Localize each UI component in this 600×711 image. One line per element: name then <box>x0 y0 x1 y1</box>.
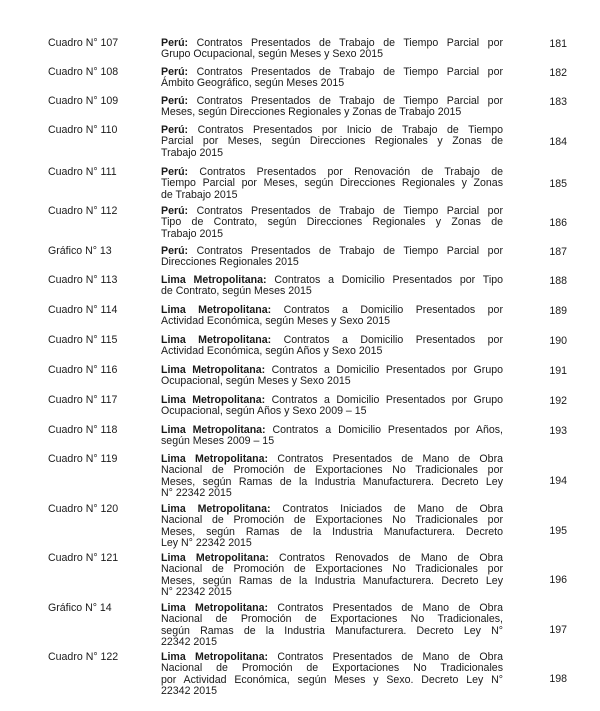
entry-label: Cuadro N° 112 <box>48 205 118 217</box>
description-text: Contratos Presentados de Mano de Obra <box>268 651 503 663</box>
entry-label: Cuadro N° 110 <box>48 124 118 136</box>
description-text: Contratos Presentados por Renovación de Trabajo de <box>188 166 503 178</box>
entry-label: Cuadro N° 118 <box>48 424 118 436</box>
description-line <box>161 107 503 118</box>
entry-label: Cuadro N° 108 <box>48 66 119 78</box>
description-text: 22342 2015 <box>161 685 217 698</box>
description-text: Contratos Renovados de Mano de Obra <box>268 552 503 564</box>
entry-region: Perú: <box>161 205 189 217</box>
description-text: Grupo Ocupacional, según Meses y Sexo 2015 <box>161 48 384 61</box>
entry-region: Lima Metropolitana: <box>161 424 266 436</box>
description-line <box>161 78 503 89</box>
entry-region: Lima Metropolitana: <box>161 651 269 663</box>
entry-description <box>161 454 503 500</box>
entry-region: Lima Metropolitana: <box>161 453 269 465</box>
description-text: Ámbito Geográfico, según Meses 2015 <box>161 77 345 90</box>
page-number: 188 <box>549 275 567 287</box>
page-number: 194 <box>549 475 567 487</box>
description-text: Ley N° 22342 2015 <box>161 537 252 550</box>
entry-label: Cuadro N° 121 <box>48 552 119 564</box>
entry-region: Lima Metropolitana: <box>161 602 269 614</box>
description-line <box>161 587 503 598</box>
page-number: 184 <box>549 136 567 148</box>
description-line <box>161 488 503 499</box>
entry-label: Cuadro N° 117 <box>48 394 118 406</box>
entry-label: Cuadro N° 107 <box>48 37 119 49</box>
description-text: Meses, según Ramas de la Industria Manufacturera. Decreto <box>161 525 503 538</box>
page-number: 187 <box>549 246 567 258</box>
description-text: Trabajo 2015 <box>161 146 224 159</box>
entry-description <box>161 603 503 649</box>
description-line <box>161 406 503 417</box>
entry-region: Lima Metropolitana: <box>161 394 266 406</box>
page-number: 190 <box>549 335 567 347</box>
page-number: 189 <box>549 305 567 317</box>
entry-description <box>161 395 503 418</box>
entry-region: Perú: <box>161 245 189 257</box>
entry-region: Perú: <box>161 66 189 78</box>
description-text: por Actividad Económica, según Meses y Sexo. Decreto Ley N° <box>161 673 503 686</box>
entry-label: Cuadro N° 109 <box>48 95 119 107</box>
description-line <box>161 229 503 240</box>
description-line <box>161 190 503 201</box>
description-text: Nacional de Promoción de Exportaciones No Tradicionales por <box>161 464 503 477</box>
description-line <box>161 538 503 549</box>
entry-region: Lima Metropolitana: <box>161 274 267 286</box>
page-number: 183 <box>549 96 567 108</box>
entry-label: Cuadro N° 122 <box>48 651 119 663</box>
description-text: Nacional de Promoción de Exportaciones No Tradicionales por <box>161 514 503 527</box>
entry-region: Lima Metropolitana: <box>161 552 269 564</box>
entry-description <box>161 335 503 358</box>
entry-description <box>161 67 503 90</box>
description-line <box>161 316 503 327</box>
description-text: Contratos a Domicilio Presentados por <box>271 334 503 346</box>
description-text: Ocupacional, según Meses y Sexo 2015 <box>161 375 351 388</box>
entry-region: Lima Metropolitana: <box>161 503 271 515</box>
description-text: de Contrato, según Meses 2015 <box>161 285 312 298</box>
entry-region: Perú: <box>161 37 189 49</box>
entry-region: Perú: <box>161 166 189 178</box>
entry-label: Gráfico N° 13 <box>48 245 112 257</box>
description-line <box>161 637 503 648</box>
entry-label: Cuadro N° 119 <box>48 453 118 465</box>
description-line <box>161 286 503 297</box>
description-line <box>161 436 503 447</box>
entry-region: Perú: <box>161 95 189 107</box>
entry-description <box>161 365 503 388</box>
description-line <box>161 376 503 387</box>
entry-label: Cuadro N° 116 <box>48 364 118 376</box>
entry-label: Cuadro N° 111 <box>48 166 117 178</box>
entry-region: Lima Metropolitana: <box>161 334 272 346</box>
description-text: Contratos Presentados de Trabajo de Tiempo Parcial por <box>188 66 503 78</box>
description-text: Tipo de Contrato, según Direcciones Regionales y Zonas de <box>161 216 503 229</box>
entry-description <box>161 305 503 328</box>
description-text: Contratos a Domicilio Presentados por Grupo <box>265 394 503 406</box>
description-text: Actividad Económica, según Años y Sexo 2015 <box>161 345 383 358</box>
description-text: Meses, según Ramas de la Industria Manufacturera. Decreto Ley <box>161 574 503 587</box>
description-line <box>161 49 503 60</box>
description-text: según Ramas de la Industria Manufacturera. Decreto Ley N° <box>161 624 503 637</box>
entry-description <box>161 504 503 550</box>
page-number: 182 <box>549 67 567 79</box>
entry-description <box>161 206 503 240</box>
entry-label: Cuadro N° 115 <box>48 334 118 346</box>
description-line <box>161 257 503 268</box>
description-text: Contratos Presentados de Trabajo de Tiempo Parcial por <box>188 95 503 107</box>
page-number: 198 <box>549 673 567 685</box>
page-number: 181 <box>549 38 567 50</box>
description-line <box>161 148 503 159</box>
description-text: N° 22342 2015 <box>161 586 232 599</box>
entry-description <box>161 553 503 599</box>
page-number: 196 <box>549 574 567 586</box>
description-text: Contratos a Domicilio Presentados por Años, <box>265 424 503 436</box>
description-line <box>161 346 503 357</box>
description-text: N° 22342 2015 <box>161 487 232 500</box>
description-text: Meses, según Direcciones Regionales y Zonas de Trabajo 2015 <box>161 106 462 119</box>
description-text: Contratos Presentados de Mano de Obra <box>268 453 503 465</box>
entry-description <box>161 246 503 269</box>
description-text: Contratos a Domicilio Presentados por Tipo <box>266 274 503 286</box>
description-line <box>161 686 503 697</box>
description-text: de Trabajo 2015 <box>161 188 238 201</box>
description-text: Trabajo 2015 <box>161 227 224 240</box>
entry-region: Lima Metropolitana: <box>161 364 266 376</box>
entry-description <box>161 96 503 119</box>
page-number: 186 <box>549 217 567 229</box>
page-number: 192 <box>549 395 567 407</box>
page-number: 197 <box>549 624 567 636</box>
entry-label: Cuadro N° 120 <box>48 503 119 515</box>
description-text: Contratos a Domicilio Presentados por Grupo <box>265 364 503 376</box>
entry-description <box>161 38 503 61</box>
entry-label: Cuadro N° 113 <box>48 274 118 286</box>
entry-description <box>161 167 503 201</box>
description-text: Contratos a Domicilio Presentados por <box>271 304 503 316</box>
description-text: Contratos Presentados de Trabajo de Tiempo Parcial por <box>188 205 503 217</box>
description-text: 22342 2015 <box>161 636 217 649</box>
description-text: Parcial por Meses, según Direcciones Regionales y Zonas de <box>161 135 503 148</box>
entry-description <box>161 652 503 698</box>
description-text: Nacional de Promoción de Exportaciones No Tradicionales por <box>161 563 503 576</box>
description-text: Ocupacional, según Años y Sexo 2009 – 15 <box>161 405 367 418</box>
description-text: Contratos Presentados de Mano de Obra <box>268 602 503 614</box>
description-text: Contratos Iniciados de Mano de Obra <box>270 503 503 515</box>
description-text: Contratos Presentados de Trabajo de Tiempo Parcial por <box>188 245 503 257</box>
description-text: según Meses 2009 – 15 <box>161 435 275 448</box>
page-number: 185 <box>549 178 567 190</box>
description-text: Contratos Presentados por Inicio de Trabajo de Tiempo <box>188 124 503 136</box>
page-number: 195 <box>549 525 567 537</box>
page-number: 191 <box>549 365 567 377</box>
description-text: Meses, según Ramas de la Industria Manufacturera. Decreto Ley <box>161 475 503 488</box>
entry-description <box>161 425 503 448</box>
description-text: Nacional de Promoción de Exportaciones No Tradicionales, <box>161 613 503 626</box>
entry-region: Lima Metropolitana: <box>161 304 272 316</box>
entry-description <box>161 275 503 298</box>
description-text: Actividad Económica, según Meses y Sexo 2015 <box>161 315 391 328</box>
description-text: Contratos Presentados de Trabajo de Tiempo Parcial por <box>188 37 503 49</box>
entry-description <box>161 125 503 159</box>
description-text: Tiempo Parcial por Meses, según Direcciones Regionales y Zonas <box>161 177 503 190</box>
description-text: Direcciones Regionales 2015 <box>161 256 299 269</box>
entry-label: Cuadro N° 114 <box>48 304 118 316</box>
page-number: 193 <box>549 425 567 437</box>
description-text: Nacional de Promoción de Exportaciones No Tradicionales <box>161 662 503 675</box>
entry-region: Perú: <box>161 124 189 136</box>
entry-label: Gráfico N° 14 <box>48 602 112 614</box>
